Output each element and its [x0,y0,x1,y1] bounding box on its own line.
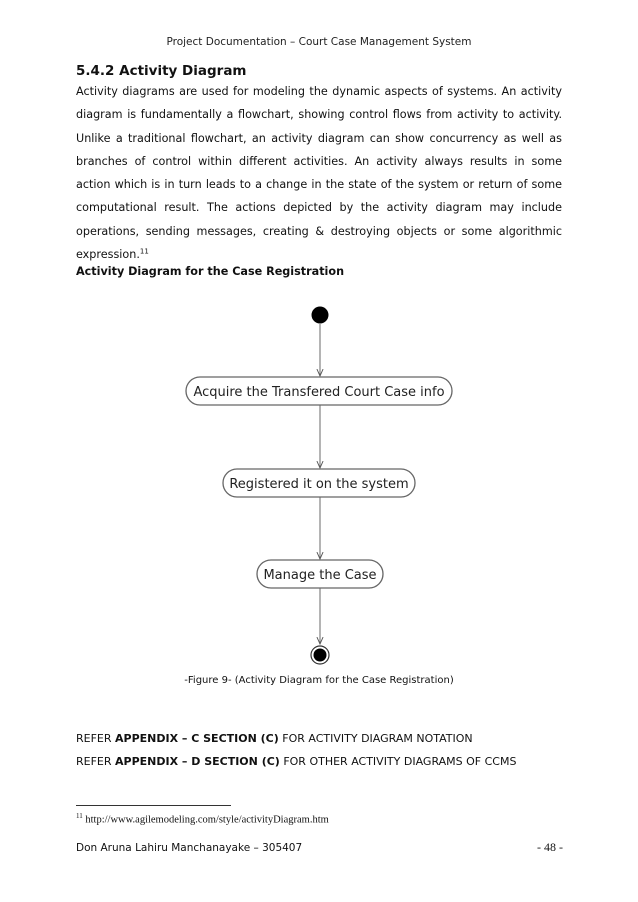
activity-label-2: Registered it on the system [229,477,409,492]
page-header: Project Documentation – Court Case Management System [166,36,472,48]
footnote-ref: 11 [139,247,149,256]
footnote-url: http://www.agilemodeling.com/style/activityDiagram.htm [82,814,329,826]
refer-1-appendix: APPENDIX – C SECTION (C) [115,732,279,745]
refer-line-1 [76,732,473,745]
activity-label-1: Acquire the Transfered Court Case info [193,385,445,400]
refer-2-post: FOR OTHER ACTIVITY DIAGRAMS OF CCMS [279,755,517,768]
refer-2-pre: REFER [76,755,116,768]
refer-2-appendix: APPENDIX – D SECTION (C) [115,755,280,768]
footnote-number: 11 [76,812,83,820]
page-number: - 48 - [537,840,563,854]
refer-1-pre: REFER [76,732,116,745]
footnote [76,812,329,826]
section-title: 5.4.2 Activity Diagram [76,63,247,79]
footnote-divider [76,805,231,806]
footer-author: Don Aruna Lahiru Manchanayake – 305407 [76,842,303,854]
figure-caption: -Figure 9- (Activity Diagram for the Case Registration) [184,675,454,686]
diagram-subheading: Activity Diagram for the Case Registration [76,265,345,278]
body-paragraph [76,80,562,266]
refer-1-post: FOR ACTIVITY DIAGRAM NOTATION [278,732,473,745]
activity-diagram [150,295,490,675]
refer-line-2 [76,755,516,768]
paragraph-text: Activity diagrams are used for modeling the dynamic aspects of systems. An activity diagram is fundamentally a flowchart, showing control flows from activity to activity. Unlike a traditional flowchart, an activity diagram can show concurrency as well as branches of control within different activities. An activity always results in some action which is in turn leads to a change in the state of the system or return of some computational result. The actions depicted by the activity diagram may include operations, sending messages, creating & destroying objects or some algorithmic expression. [76,85,562,262]
start-node [312,307,329,324]
end-node-core [314,649,327,662]
activity-label-3: Manage the Case [263,568,377,583]
